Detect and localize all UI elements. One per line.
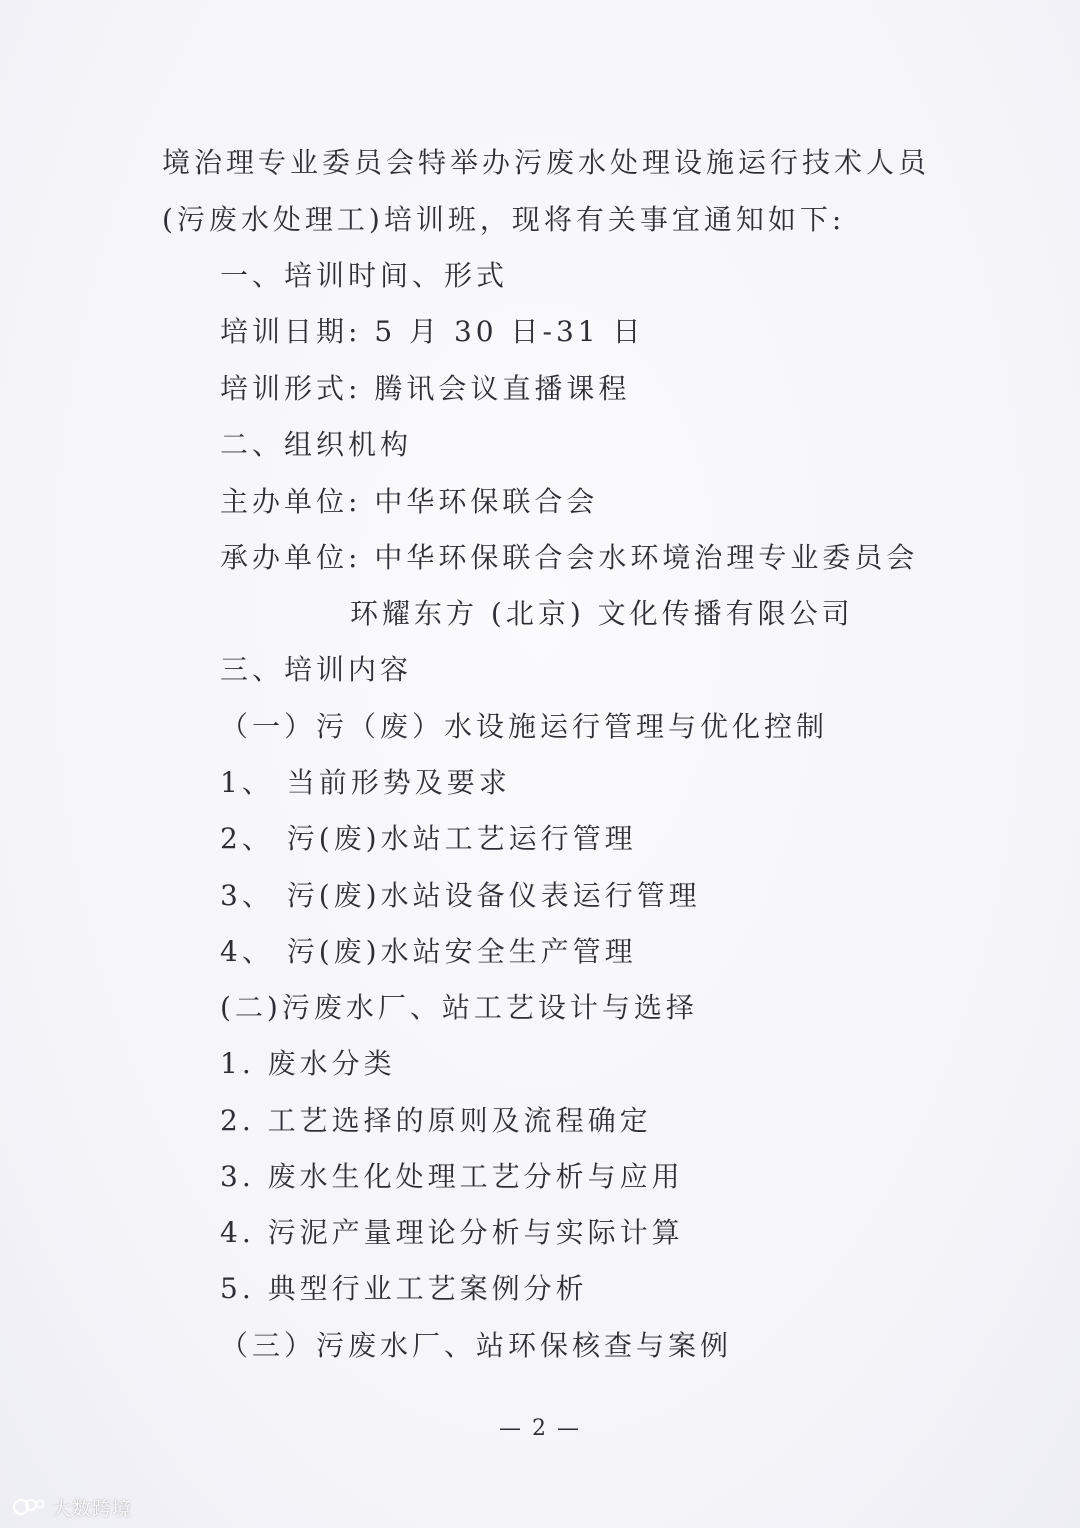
subsection-heading-3: （三）污废水厂、站环保核查与案例 (220, 1329, 733, 1362)
list-item: 3、 污(废)水站设备仪表运行管理 (220, 879, 701, 912)
watermark-text: 大数跨境 (52, 1497, 133, 1520)
section-heading-2: 二、组织机构 (220, 428, 413, 461)
section-heading-1: 一、培训时间、形式 (220, 259, 509, 292)
training-format-line: 培训形式: 腾讯会议直播课程 (220, 372, 631, 405)
list-item: 2、 污(废)水站工艺运行管理 (220, 822, 637, 855)
subsection-heading-1: （一）污（废）水设施运行管理与优化控制 (220, 710, 829, 743)
subsection-heading-2: (二)污废水厂、站工艺设计与选择 (220, 991, 698, 1024)
list-item: 3. 废水生化处理工艺分析与应用 (220, 1160, 684, 1193)
body-line-intro-1: 境治理专业委员会特举办污废水处理设施运行技术人员 (162, 146, 931, 179)
training-date-line: 培训日期: 5 月 30 日-31 日 (220, 315, 645, 348)
co-organizer-line-2: 环耀东方 (北京) 文化传播有限公司 (350, 597, 854, 630)
watermark (12, 1494, 132, 1520)
body-line-intro-2: (污废水处理工)培训班，现将有关事宜通知如下: (162, 203, 846, 236)
section-heading-3: 三、培训内容 (220, 653, 413, 686)
co-organizer-line: 承办单位: 中华环保联合会水环境治理专业委员会 (220, 541, 919, 574)
list-item: 4、 污(废)水站安全生产管理 (220, 935, 637, 968)
list-item: 2. 工艺选择的原则及流程确定 (220, 1104, 652, 1137)
list-item: 4. 污泥产量理论分析与实际计算 (220, 1216, 684, 1249)
page-number: — 2 — (499, 1416, 581, 1441)
list-item: 1. 废水分类 (220, 1047, 396, 1080)
list-item: 5. 典型行业工艺案例分析 (220, 1272, 588, 1305)
list-item: 1、 当前形势及要求 (220, 766, 511, 799)
brand-logo-icon (12, 1496, 46, 1518)
organizer-line: 主办单位: 中华环保联合会 (220, 485, 599, 518)
